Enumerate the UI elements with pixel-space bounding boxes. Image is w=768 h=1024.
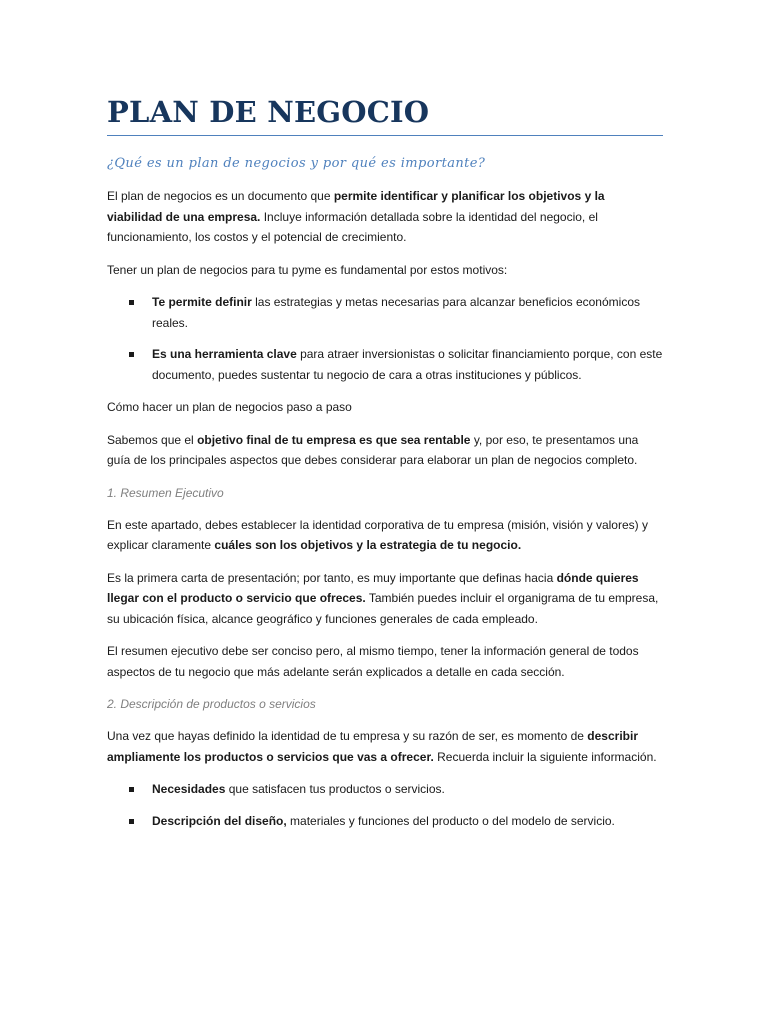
list-item (107, 292, 663, 333)
square-bullet-icon (129, 352, 134, 357)
section-heading-executive-summary: 1. Resumen Ejecutivo (107, 485, 224, 500)
paragraph-text: Es la primera carta de presentación; por tanto, es muy importante que definas hacia (107, 570, 557, 585)
paragraph-products (107, 726, 663, 767)
list-item-emphasis: Te permite definir (152, 295, 252, 309)
list-item-text: que satisfacen tus productos o servicios. (225, 782, 445, 796)
section-heading-products: 2. Descripción de productos o servicios (107, 697, 316, 711)
paragraph-emphasis: dónde quieres llegar con el producto o servicio que ofreces. (107, 570, 639, 605)
paragraph-step-by-step: Cómo hacer un plan de negocios paso a paso (107, 400, 352, 414)
paragraph-objective (107, 430, 663, 471)
paragraph-reasons-intro: Tener un plan de negocios para tu pyme es fundamental por estos motivos: (107, 262, 508, 277)
paragraph-text: y, por eso, te presentamos una guía de los principales aspectos que debes considerar para elaborar un plan de negocios completo. (107, 432, 639, 467)
paragraph-emphasis: permite identificar y planificar los objetivos y la viabilidad de una empresa. (107, 189, 605, 224)
products-list (107, 779, 663, 831)
paragraph-emphasis: objetivo final de tu empresa es que sea rentable (197, 432, 471, 447)
paragraph-text: En este apartado, debes establecer la identidad corporativa de tu empresa (misión, visión y valores) y explicar claramente (107, 517, 648, 552)
paragraph-identity (107, 515, 663, 556)
paragraph-text: Sabemos que el (107, 432, 198, 447)
square-bullet-icon (129, 787, 134, 792)
paragraph-text: También puedes incluir el organigrama de tu empresa, su ubicación física, alcance geográfico y funciones generales de cada empleado. (107, 591, 659, 626)
list-item-emphasis: Necesidades (152, 782, 226, 796)
paragraph-definition (107, 186, 663, 248)
list-item-text: las estrategias y metas necesarias para alcanzar beneficios económicos reales. (152, 295, 640, 330)
square-bullet-icon (129, 300, 134, 305)
list-item (107, 811, 663, 832)
paragraph-emphasis: cuáles son los objetivos y la estrategia de tu negocio. (214, 538, 522, 552)
square-bullet-icon (129, 819, 134, 824)
paragraph-presentation (107, 568, 663, 630)
document-body (107, 92, 663, 831)
list-item-emphasis: Es una herramienta clave (152, 347, 297, 361)
paragraph-text: Recuerda incluir la siguiente información. (433, 749, 657, 764)
list-item (107, 779, 663, 800)
paragraph-summary-note: El resumen ejecutivo debe ser conciso pero, al mismo tiempo, tener la información general de todos aspectos de tu negocio que más adelante serán explicados a detalle en cada sección. (107, 644, 639, 679)
list-item-text: para atraer inversionistas o solicitar financiamiento porque, con este documento, puedes sustentar tu negocio de cara a otras instituciones y públicos. (152, 347, 663, 382)
paragraph-text: Una vez que hayas definido la identidad de tu empresa y su razón de ser, es momento de (107, 729, 588, 743)
paragraph-text: El plan de negocios es un documento que (107, 189, 334, 203)
document-subtitle: ¿Qué es un plan de negocios y por qué es importante? (107, 156, 486, 171)
paragraph-text: Incluye información detallada sobre la identidad del negocio, el funcionamiento, los costos y el potencial de crecimiento. (107, 209, 598, 244)
list-item (107, 344, 663, 385)
list-item-emphasis: Descripción del diseño, (152, 813, 287, 828)
paragraph-emphasis: describir ampliamente los productos o servicios que vas a ofrecer. (107, 729, 638, 764)
document-title: PLAN DE NEGOCIO (107, 92, 663, 136)
list-item-text: materiales y funciones del producto o del modelo de servicio. (286, 813, 615, 828)
reasons-list (107, 292, 663, 385)
